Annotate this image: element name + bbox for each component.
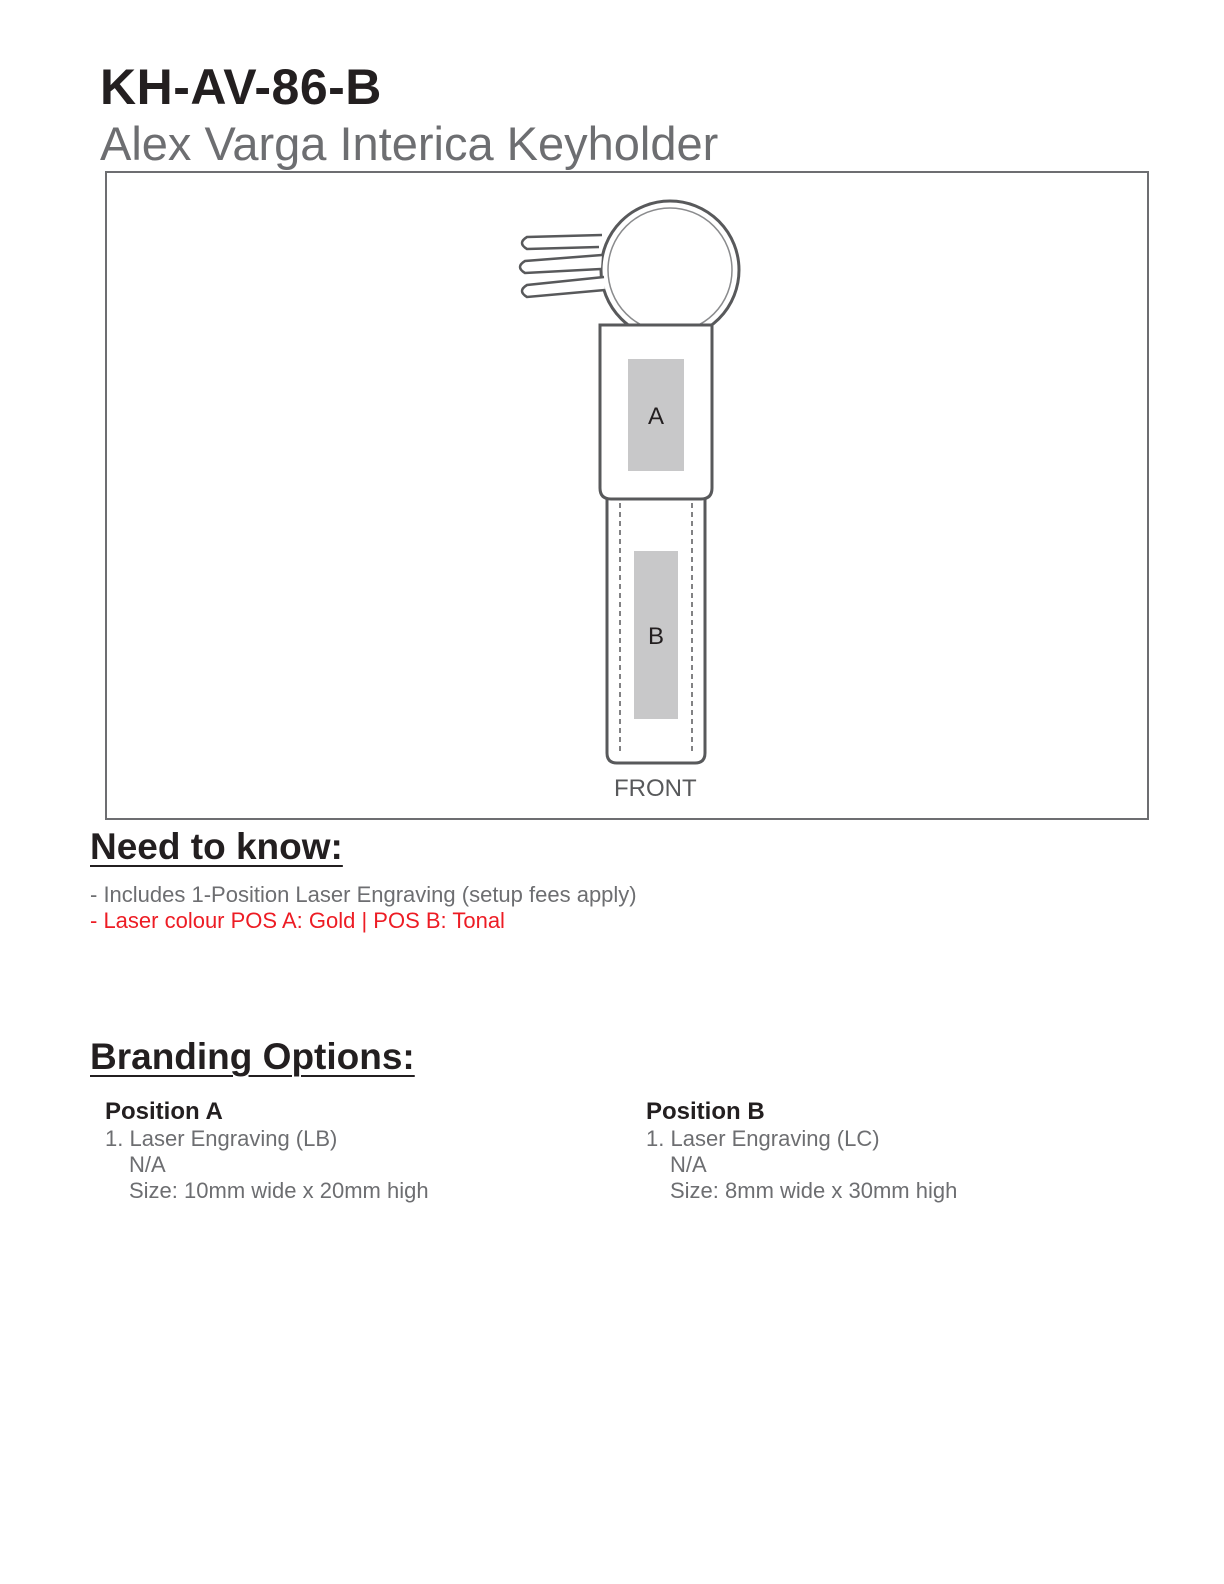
position-b-method-row: [646, 1126, 1166, 1152]
position-b-method: Laser Engraving (LC): [670, 1126, 880, 1151]
need-to-know-heading: Need to know:: [90, 826, 343, 867]
product-code: KH-AV-86-B: [100, 59, 382, 115]
key-ring: [601, 201, 739, 339]
position-a-method: Laser Engraving (LB): [129, 1126, 338, 1151]
product-name: Alex Varga Interica Keyholder: [100, 117, 719, 170]
note-engraving: - Includes 1-Position Laser Engraving (setup fees apply): [90, 882, 637, 907]
note-laser-colour: - Laser colour POS A: Gold | POS B: Tonal: [90, 908, 505, 933]
position-b-number: 1.: [646, 1126, 665, 1151]
position-b-colour: N/A: [670, 1152, 707, 1177]
print-area-a-label: A: [647, 403, 665, 430]
position-a-size: Size: 10mm wide x 20mm high: [129, 1178, 429, 1203]
position-a-block: [105, 1098, 625, 1204]
position-a-number: 1.: [105, 1126, 124, 1151]
position-b-title: Position B: [646, 1098, 765, 1125]
position-b-size: Size: 8mm wide x 30mm high: [670, 1178, 958, 1203]
clip-loops: [520, 235, 605, 297]
key-ring-inner: [608, 208, 732, 332]
branding-options-heading: Branding Options:: [90, 1036, 415, 1077]
position-b-block: [646, 1098, 1166, 1204]
product-figure: [105, 171, 1149, 820]
position-a-colour: N/A: [129, 1152, 166, 1177]
view-label: FRONT: [614, 775, 697, 802]
print-area-b-label: B: [647, 623, 665, 650]
position-a-title: Position A: [105, 1098, 223, 1125]
keyholder-drawing: [107, 173, 1147, 818]
position-a-method-row: [105, 1126, 625, 1152]
